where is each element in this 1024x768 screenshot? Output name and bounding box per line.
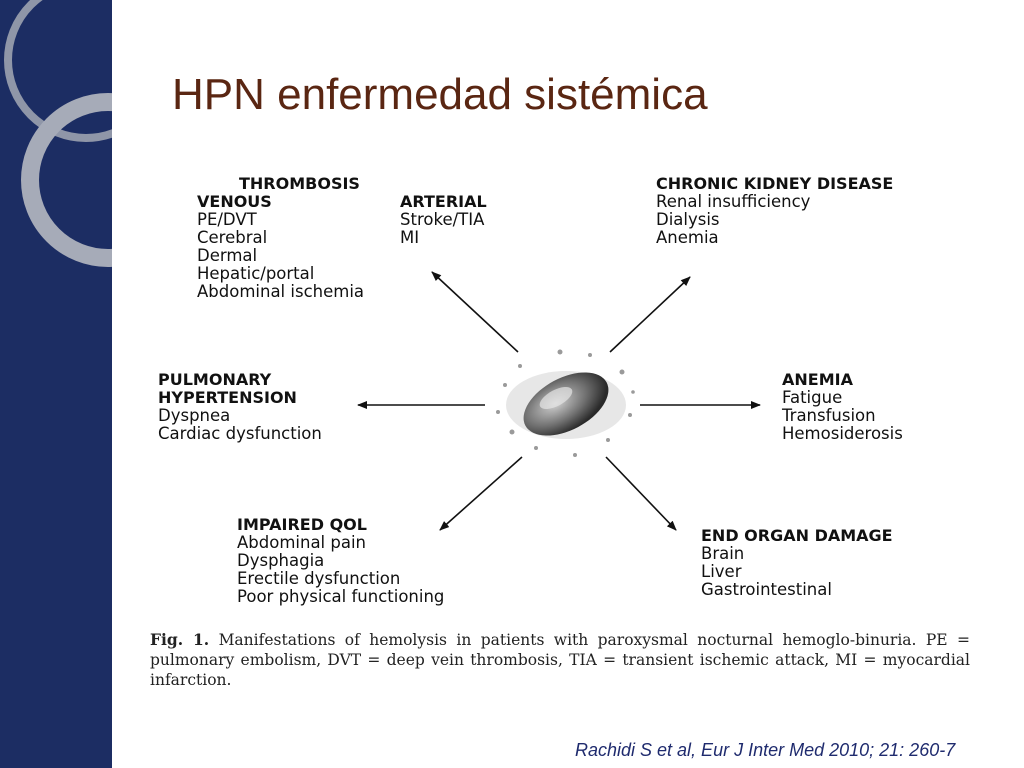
arrow-to-qol [440, 457, 522, 530]
red-blood-cell-image [496, 350, 635, 458]
thrombosis-block [197, 175, 487, 301]
ckd-item: Anemia [656, 228, 719, 247]
pulmonary-heading-line2: HYPERTENSION [158, 388, 297, 407]
venous-item: Abdominal ischemia [197, 282, 365, 301]
venous-item: Dermal [197, 246, 258, 265]
figure-caption [150, 630, 970, 690]
end-organ-heading: END ORGAN DAMAGE [701, 526, 893, 545]
arterial-column [400, 193, 487, 301]
end-organ-item: Liver [701, 562, 742, 581]
anemia-item: Transfusion [782, 406, 876, 425]
arrow-to-end-organ [606, 457, 676, 530]
end-organ-item: Gastrointestinal [701, 580, 832, 599]
ckd-heading: CHRONIC KIDNEY DISEASE [656, 174, 894, 193]
thrombosis-heading: THROMBOSIS [239, 174, 360, 193]
ckd-item: Dialysis [656, 210, 720, 229]
anemia-heading: ANEMIA [782, 370, 853, 389]
venous-column [197, 193, 364, 301]
slide-title: HPN enfermedad sistémica [172, 70, 708, 119]
pulmonary-block [158, 371, 322, 443]
pulmonary-item: Dyspnea [158, 406, 231, 425]
figure-label: Fig. 1. [150, 630, 210, 649]
anemia-item: Hemosiderosis [782, 424, 903, 443]
end-organ-item: Brain [701, 544, 745, 563]
qol-item: Abdominal pain [237, 533, 367, 552]
arterial-item: MI [400, 228, 420, 247]
ckd-item: Renal insufficiency [656, 192, 811, 211]
ckd-block [656, 175, 893, 247]
qol-item: Erectile dysfunction [237, 569, 401, 588]
qol-item: Poor physical functioning [237, 587, 445, 606]
pulmonary-heading: PULMONARY [158, 370, 272, 389]
venous-item: Hepatic/portal [197, 264, 315, 283]
pulmonary-item: Cardiac dysfunction [158, 424, 322, 443]
venous-item: Cerebral [197, 228, 268, 247]
end-organ-block [701, 527, 893, 599]
anemia-item: Fatigue [782, 388, 843, 407]
anemia-block [782, 371, 903, 443]
qol-item: Dysphagia [237, 551, 325, 570]
venous-item: PE/DVT [197, 210, 257, 229]
figure-caption-text: Manifestations of hemolysis in patients with paroxysmal nocturnal hemoglo-binuria. PE = pulmonary embolism, DVT = deep vein thrombosis, TIA = transient ischemic attack, MI = myocardial infarction. [150, 631, 970, 689]
qol-block [237, 516, 444, 606]
qol-heading: IMPAIRED QOL [237, 515, 367, 534]
arrow-to-ckd [610, 277, 690, 352]
arterial-item: Stroke/TIA [400, 210, 485, 229]
venous-heading: VENOUS [197, 192, 272, 211]
citation: Rachidi S et al, Eur J Inter Med 2010; 21: 260-7 [575, 740, 956, 760]
arterial-heading: ARTERIAL [400, 192, 487, 211]
